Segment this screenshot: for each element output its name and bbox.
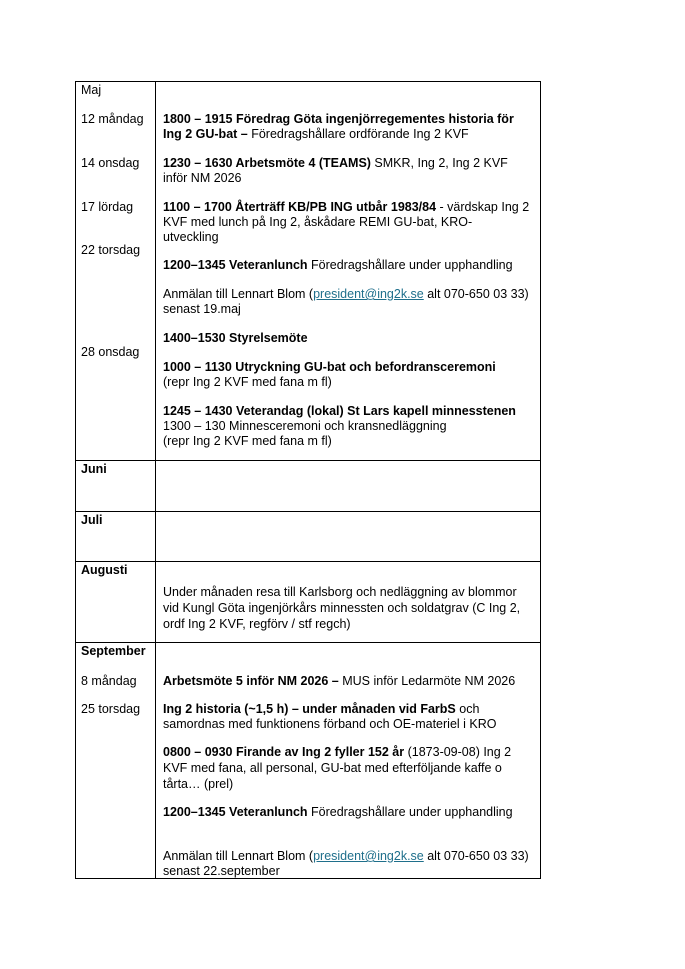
signup-maj-line1: Anmälan till Lennart Blom (president@ing2k.se alt 070-650 03 33) [163, 287, 529, 301]
event-arbetsmote4-line1: 1230 – 1630 Arbetsmöte 4 (TEAMS) SMKR, Ing 2, Ing 2 KVF [163, 156, 508, 170]
row-divider-juni [75, 460, 541, 461]
event-veterandag-line2: 1300 – 130 Minnesceremoni och kransnedläggning [163, 419, 447, 433]
event-arbetsmote4-line2: inför NM 2026 [163, 171, 242, 185]
email-link-maj[interactable]: president@ing2k.se [313, 287, 424, 301]
signup-september-line1: Anmälan till Lennart Blom (president@ing2k.se alt 070-650 03 33) [163, 849, 529, 863]
event-foredrag-line1: 1800 – 1915 Föredrag Göta ingenjörregementes historia för [163, 112, 514, 126]
signup-maj-line2: senast 19.maj [163, 302, 241, 316]
event-foredrag-line2: Ing 2 GU-bat – Föredragshållare ordförande Ing 2 KVF [163, 127, 469, 141]
event-firande-line2: KVF med fana, all personal, GU-bat med efterföljande kaffe o [163, 761, 502, 775]
month-juli: Juli [81, 513, 103, 527]
month-maj: Maj [81, 83, 102, 97]
row-divider-juli [75, 511, 541, 512]
month-augusti: Augusti [81, 563, 128, 577]
event-aterträff-line3: utveckling [163, 230, 219, 244]
date-22-maj: 22 torsdag [81, 243, 141, 257]
month-september: September [81, 644, 146, 658]
row-divider-september [75, 642, 541, 643]
row-divider-augusti [75, 561, 541, 562]
date-28-maj: 28 onsdag [81, 345, 140, 359]
event-veterandag-line1: 1245 – 1430 Veterandag (lokal) St Lars kapell minnesstenen [163, 404, 516, 418]
event-utryckning-line2: (repr Ing 2 KVF med fana m fl) [163, 375, 332, 389]
date-8-september: 8 måndag [81, 674, 137, 688]
date-17-maj: 17 lördag [81, 200, 134, 214]
event-styrelsemote: 1400–1530 Styrelsemöte [163, 331, 308, 345]
date-25-september: 25 torsdag [81, 702, 141, 716]
email-link-september[interactable]: president@ing2k.se [313, 849, 424, 863]
date-14-maj: 14 onsdag [81, 156, 140, 170]
augusti-text-line3: ordf Ing 2 KVF, regförv / stf regch) [163, 617, 351, 631]
date-12-maj: 12 måndag [81, 112, 144, 126]
augusti-text-line1: Under månaden resa till Karlsborg och nedläggning av blommor [163, 585, 517, 599]
event-veteranlunch-september: 1200–1345 Veteranlunch Föredragshållare under upphandling [163, 805, 513, 819]
augusti-text-line2: vid Kungl Göta ingenjörkårs minnessten och soldatgrav (C Ing 2, [163, 601, 521, 615]
event-firande-line1: 0800 – 0930 Firande av Ing 2 fyller 152 år (1873-09-08) Ing 2 [163, 745, 512, 759]
event-utryckning-line1: 1000 – 1130 Utryckning GU-bat och befordransceremoni [163, 360, 496, 374]
event-aterträff-line1: 1100 – 1700 Återträff KB/PB ING utbår 1983/84 - värdskap Ing 2 [163, 200, 530, 214]
signup-september-line2: senast 22.september [163, 864, 280, 878]
column-divider [155, 81, 156, 878]
event-firande-line3: tårta… (prel) [163, 777, 234, 791]
event-aterträff-line2: KVF med lunch på Ing 2, åskådare REMI GU-bat, KRO- [163, 215, 473, 229]
event-veteranlunch-maj: 1200–1345 Veteranlunch Föredragshållare under upphandling [163, 258, 513, 272]
event-historia-line1: Ing 2 historia (~1,5 h) – under månaden vid FarbS och [163, 702, 480, 716]
event-veterandag-line3: (repr Ing 2 KVF med fana m fl) [163, 434, 332, 448]
month-juni: Juni [81, 462, 107, 476]
event-arbetsmote5: Arbetsmöte 5 inför NM 2026 – MUS inför Ledarmöte NM 2026 [163, 674, 516, 688]
event-historia-line2: samordnas med funktionens förband och OE-materiel i KRO [163, 717, 497, 731]
